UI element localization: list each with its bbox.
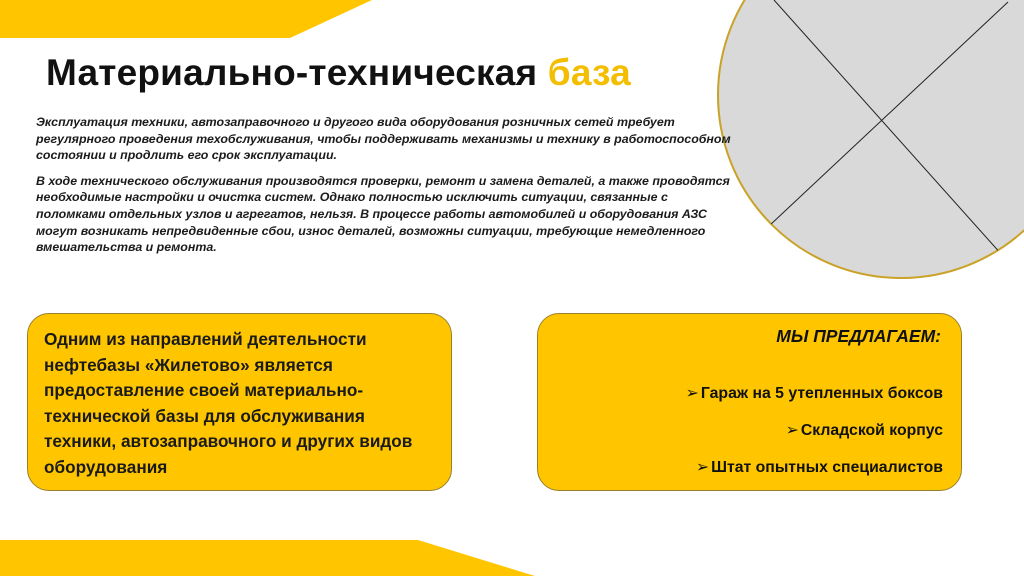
offer-title: МЫ ПРЕДЛАГАЕМ: — [776, 326, 941, 346]
offer-box — [537, 313, 962, 491]
page-title — [46, 52, 631, 94]
page-title-accent: база — [547, 52, 631, 93]
intro-paragraph-1: Эксплуатация техники, автозаправочного и другого вида оборудования розничных сетей требует регулярного проведения техобслуживания, чтобы поддерживать механизмы и технику в работоспособном состоянии и продлить его срок эксплуатации. — [36, 115, 731, 163]
arrowhead-icon: ➢ — [695, 459, 710, 476]
intro-text — [36, 114, 731, 265]
offer-item-label: Штат опытных специалистов — [711, 459, 943, 476]
activity-box — [27, 313, 452, 491]
image-placeholder-circle — [716, 0, 1024, 280]
arrowhead-icon: ➢ — [785, 422, 799, 439]
arrowhead-icon: ➢ — [685, 385, 699, 402]
offer-item — [686, 421, 943, 458]
top-accent-stripe — [0, 0, 380, 40]
page-title-main: Материально-техническая — [46, 52, 538, 93]
intro-paragraph-2: В ходе технического обслуживания производятся проверки, ремонт и замена деталей, а также проводятся необходимые настройки и очистка систем. Однако полностью исключить ситуации, связанные с поломками отдельных узлов и агрегатов, нельзя. В процессе работы автомобилей и оборудования АЗС могут возникать непредвиденные сбои, износ деталей, возможны ситуации, требующие немедленного вмешательства и ремонта. — [36, 173, 730, 255]
offer-item — [686, 458, 943, 495]
activity-text: Одним из направлений деятельности нефтебазы «Жилетово» является предоставление своей материально-технической базы для обслуживания техники, автозаправочного и других видов оборудования — [44, 329, 413, 477]
offer-item-label: Складской корпус — [800, 422, 943, 439]
offer-list — [686, 384, 943, 495]
bottom-accent-stripe — [0, 536, 540, 576]
offer-item-label: Гараж на 5 утепленных боксов — [700, 385, 943, 402]
offer-item — [686, 384, 943, 421]
